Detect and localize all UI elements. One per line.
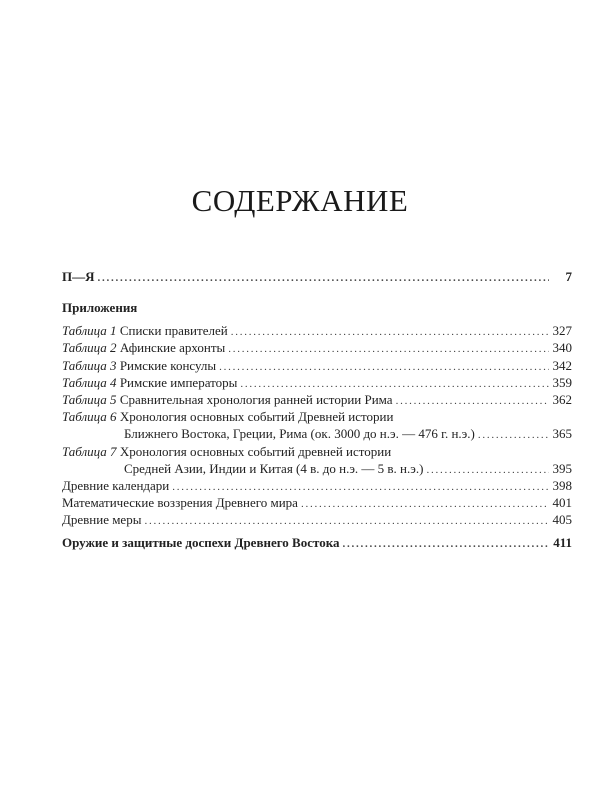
table-prefix: Таблица 2 bbox=[62, 340, 117, 356]
toc-entry-table-2[interactable] bbox=[62, 339, 572, 356]
table-prefix: Таблица 7 bbox=[62, 443, 117, 459]
page-number: 340 bbox=[552, 340, 572, 356]
page-number: 398 bbox=[552, 477, 572, 493]
toc-entry-main[interactable] bbox=[62, 268, 572, 285]
appendix-heading: Приложения bbox=[62, 300, 138, 316]
entry-label: Древние календари bbox=[62, 477, 170, 493]
table-prefix: Таблица 6 bbox=[62, 409, 117, 425]
page-number: 359 bbox=[552, 374, 572, 390]
toc-entry-table-3[interactable] bbox=[62, 357, 572, 374]
dot-leader bbox=[343, 534, 549, 553]
toc-entry-weapons[interactable] bbox=[62, 534, 572, 551]
table-prefix: Таблица 4 bbox=[62, 374, 117, 390]
toc-entry-table-6-line2[interactable] bbox=[62, 425, 572, 442]
page-number: 342 bbox=[552, 357, 572, 373]
page-number: 401 bbox=[552, 495, 572, 511]
dot-leader bbox=[478, 425, 549, 444]
entry-label: Хронология основных событий Древней истории bbox=[119, 409, 394, 425]
toc-entry-calendars[interactable] bbox=[62, 477, 572, 494]
entry-label: Римские консулы bbox=[119, 357, 217, 373]
table-prefix: Таблица 1 bbox=[62, 323, 117, 339]
toc-entry-measures[interactable] bbox=[62, 511, 572, 528]
entry-label: Списки правителей bbox=[119, 323, 228, 339]
page-number: 362 bbox=[552, 391, 572, 407]
page-number: 365 bbox=[552, 426, 572, 442]
toc-entry-table-7-line1[interactable] bbox=[62, 443, 572, 460]
entry-label: Хронология основных событий древней истории bbox=[119, 443, 392, 459]
entry-label: Афинские архонты bbox=[119, 340, 226, 356]
table-prefix: Таблица 5 bbox=[62, 391, 117, 407]
entry-label: Римские императоры bbox=[119, 374, 238, 390]
entry-label-continued: Ближнего Востока, Греции, Рима (ок. 3000 до н.э. — 476 г. н.э.) bbox=[124, 426, 475, 442]
entry-label: Математические воззрения Древнего мира bbox=[62, 495, 298, 511]
dot-leader bbox=[396, 391, 549, 410]
entry-label: Оружие и защитные доспехи Древнего Востока bbox=[62, 535, 340, 551]
dot-leader bbox=[98, 268, 550, 287]
entry-label: Древние меры bbox=[62, 512, 142, 528]
toc-entry-mathematics[interactable] bbox=[62, 494, 572, 511]
page-number: 7 bbox=[565, 269, 572, 284]
entry-label: Сравнительная хронология ранней истории Рима bbox=[119, 391, 393, 407]
toc-entry-table-1[interactable] bbox=[62, 322, 572, 339]
page-number: 405 bbox=[552, 512, 572, 528]
entry-label: П—Я bbox=[62, 269, 95, 284]
table-prefix: Таблица 3 bbox=[62, 357, 117, 373]
toc-entry-table-4[interactable] bbox=[62, 374, 572, 391]
toc-entry-table-5[interactable] bbox=[62, 391, 572, 408]
dot-leader bbox=[144, 511, 549, 530]
table-of-contents bbox=[62, 268, 572, 552]
entry-label-continued: Средней Азии, Индии и Китая (4 в. до н.э. — 5 в. н.э.) bbox=[124, 460, 424, 476]
toc-entry-table-6-line1[interactable] bbox=[62, 408, 572, 425]
toc-entry-table-7-line2[interactable] bbox=[62, 460, 572, 477]
page-title: СОДЕРЖАНИЕ bbox=[191, 183, 409, 218]
page-number: 395 bbox=[552, 460, 572, 476]
page-number: 411 bbox=[553, 535, 572, 551]
page-number: 327 bbox=[552, 323, 572, 339]
